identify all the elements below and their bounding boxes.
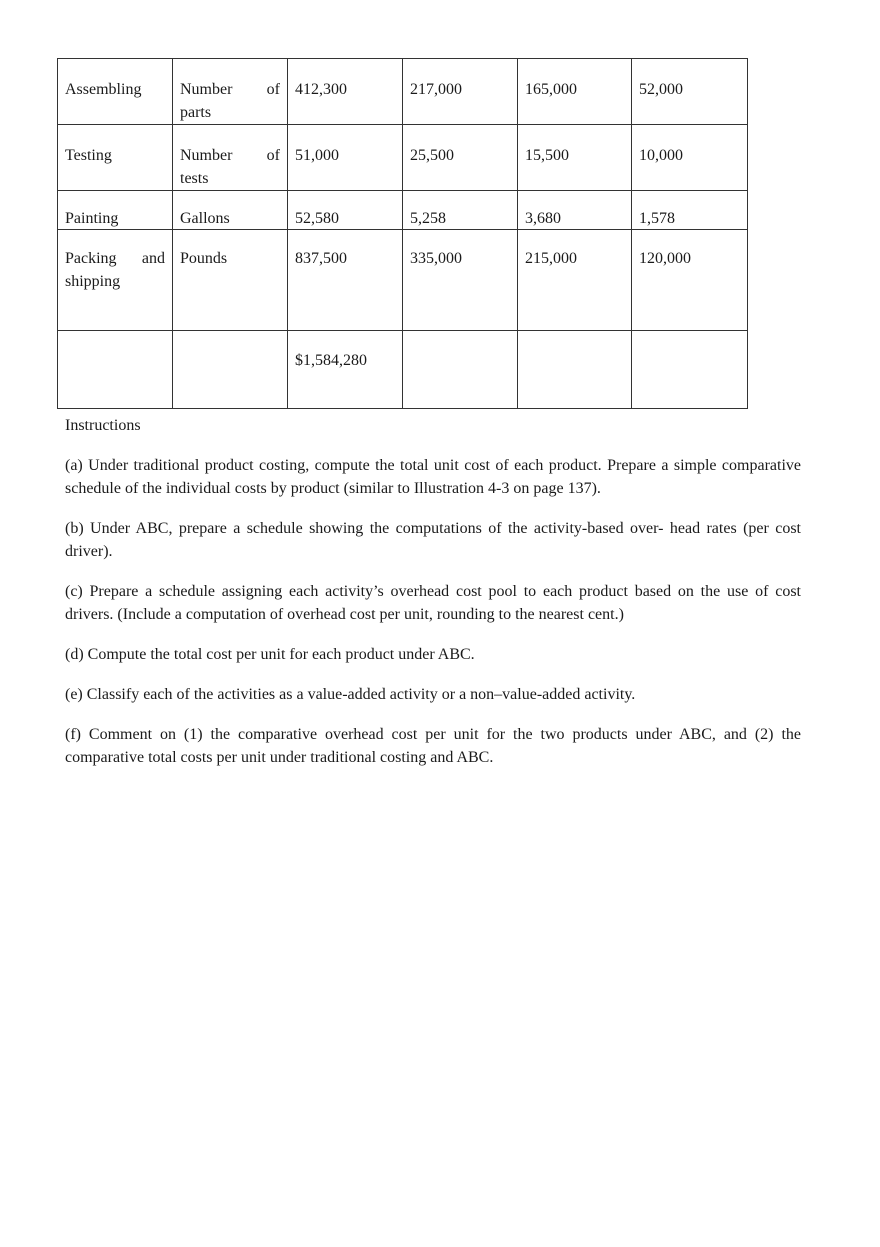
activity-cell: Testing (58, 125, 173, 191)
value-cell: 5,258 (403, 191, 518, 230)
instruction-item-e: (e) Classify each of the activities as a value-added activity or a non–value-added activity. (65, 686, 636, 703)
driver-cell: Pounds (173, 230, 288, 331)
value-cell: 215,000 (518, 230, 632, 331)
total-cell: 837,500 (288, 230, 403, 331)
value-cell: 3,680 (518, 191, 632, 230)
table-row-total (58, 331, 748, 409)
total-cell: 412,300 (288, 59, 403, 125)
table-row (58, 230, 748, 331)
value-cell: 10,000 (632, 125, 748, 191)
activity-cell: Packing and shipping (58, 230, 173, 331)
instruction-item-f: (f) Comment on (1) the comparative overhead cost per unit for the two products under ABC, and (2) the comparative total costs per unit under traditional costing and ABC. (65, 726, 801, 766)
instruction-item-a: (a) Under traditional product costing, compute the total unit cost of each product. Prepare a simple comparative schedule of the individual costs by product (similar to Illustration 4-3 on page 137). (65, 457, 801, 497)
value-cell (518, 331, 632, 409)
value-cell: 52,000 (632, 59, 748, 125)
driver-cell: Gallons (173, 191, 288, 230)
value-cell: 165,000 (518, 59, 632, 125)
instruction-item-b: (b) Under ABC, prepare a schedule showing the computations of the activity-based over- head rates (per cost driver). (65, 520, 801, 560)
total-cell: 52,580 (288, 191, 403, 230)
instructions-section (65, 414, 801, 786)
instruction-item-c: (c) Prepare a schedule assigning each activity’s overhead cost pool to each product based on the use of cost drivers. (Include a computation of overhead cost per unit, rounding to the nearest cent.) (65, 583, 801, 623)
value-cell: 25,500 (403, 125, 518, 191)
value-cell: 335,000 (403, 230, 518, 331)
table-row (58, 191, 748, 230)
value-cell (632, 331, 748, 409)
value-cell: 217,000 (403, 59, 518, 125)
value-cell: 1,578 (632, 191, 748, 230)
grand-total-cell: $1,584,280 (288, 331, 403, 409)
table-row (58, 59, 748, 125)
instructions-heading: Instructions (65, 417, 141, 434)
value-cell: 15,500 (518, 125, 632, 191)
table-row (58, 125, 748, 191)
activity-cell: Painting (58, 191, 173, 230)
total-cell: 51,000 (288, 125, 403, 191)
driver-cell: Number of parts (173, 59, 288, 125)
driver-cell: Number of tests (173, 125, 288, 191)
instruction-item-d: (d) Compute the total cost per unit for each product under ABC. (65, 646, 475, 663)
activity-cell (58, 331, 173, 409)
driver-cell (173, 331, 288, 409)
value-cell: 120,000 (632, 230, 748, 331)
value-cell (403, 331, 518, 409)
activity-cost-table (57, 58, 748, 409)
activity-cell: Assembling (58, 59, 173, 125)
